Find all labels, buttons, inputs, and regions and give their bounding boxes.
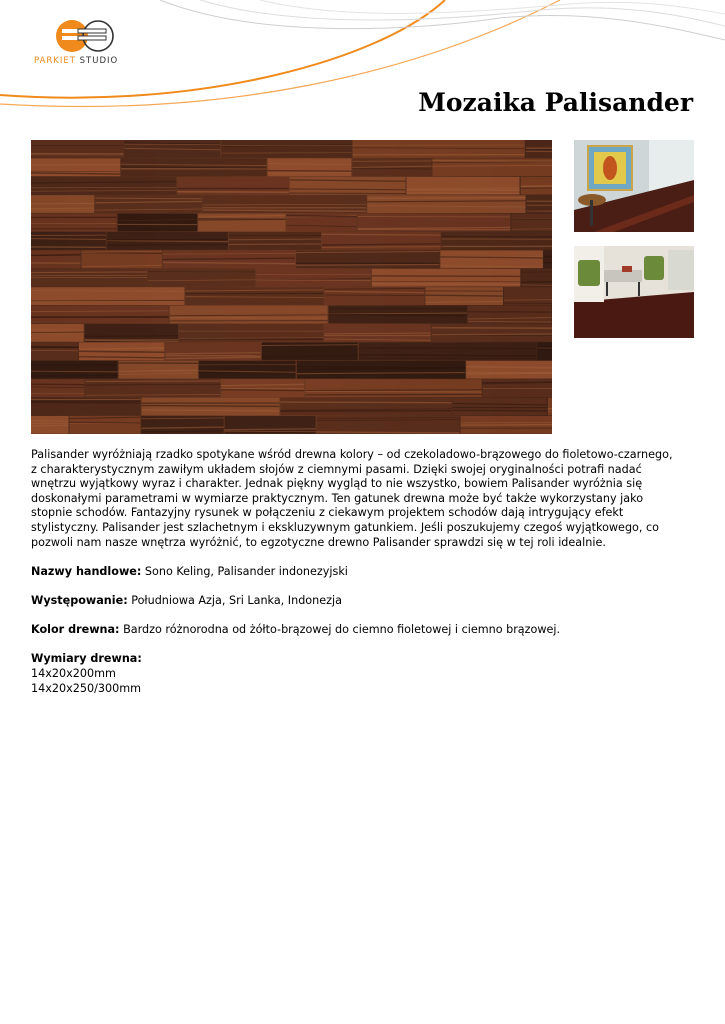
article-content [31,448,681,696]
interior-thumbnail-2[interactable] [574,246,694,338]
description-paragraph: Palisander wyróżniają rzadko spotykane wśród drewna kolory – od czekoladowo-brązowego do fioletowo-czarnego, z charakterystycznym zawiłym układem słojów z ciemnymi pasami. Dzięki swojej oryginalności potrafi nadać wnętrzu wyjątkowy wyraz i charakter. Jednak piękny wygląd to nie wszystko, bowiem Palisander wyróżnia się doskonałymi parametrami w wymiarze praktycznym. Ten gatunek drewna może być także wykorzystany jako stopnie schodów. Fantazyjny rysunek w połączeniu z ciekawym projektem schodów dają intrygujący efekt stylistyczny. Palisander jest szlachetnym i ekskluzywnym gatunkiem. Jeśli poszukujemy czegoś wyjątkowego, co pozwoli nam nasze wnętrza wyróżnić, to egzotyczne drewno Palisander sprawdzi się w tej roli idealnie. [31,448,673,549]
dimension-item-1: 14x20x200mm [31,666,116,680]
trade-names-line [31,565,681,580]
occurrence-value: Południowa Azja, Sri Lanka, Indonezja [131,593,342,607]
logo-text [34,56,118,66]
page-title: Mozaika Palisander [418,88,693,117]
logo-text-part1: PARKIET [34,56,76,66]
interior-thumbnail-1[interactable] [574,140,694,232]
wood-color-line [31,623,681,638]
wood-color-label: Kolor drewna: [31,623,120,637]
dimensions-block [31,652,681,696]
logo-text-part2: STUDIO [79,56,119,66]
main-wood-photo [31,140,552,434]
occurrence-label: Występowanie: [31,593,128,607]
occurrence-line [31,594,681,609]
trade-names-value: Sono Keling, Palisander indonezyjski [144,564,348,578]
wood-color-value: Bardzo różnorodna od żółto-brązowej do ciemno fioletowej i ciemno brązowej. [123,623,561,637]
trade-names-label: Nazwy handlowe: [31,564,142,578]
dimension-item-2: 14x20x250/300mm [31,681,141,695]
dimensions-label: Wymiary drewna: [31,652,142,666]
